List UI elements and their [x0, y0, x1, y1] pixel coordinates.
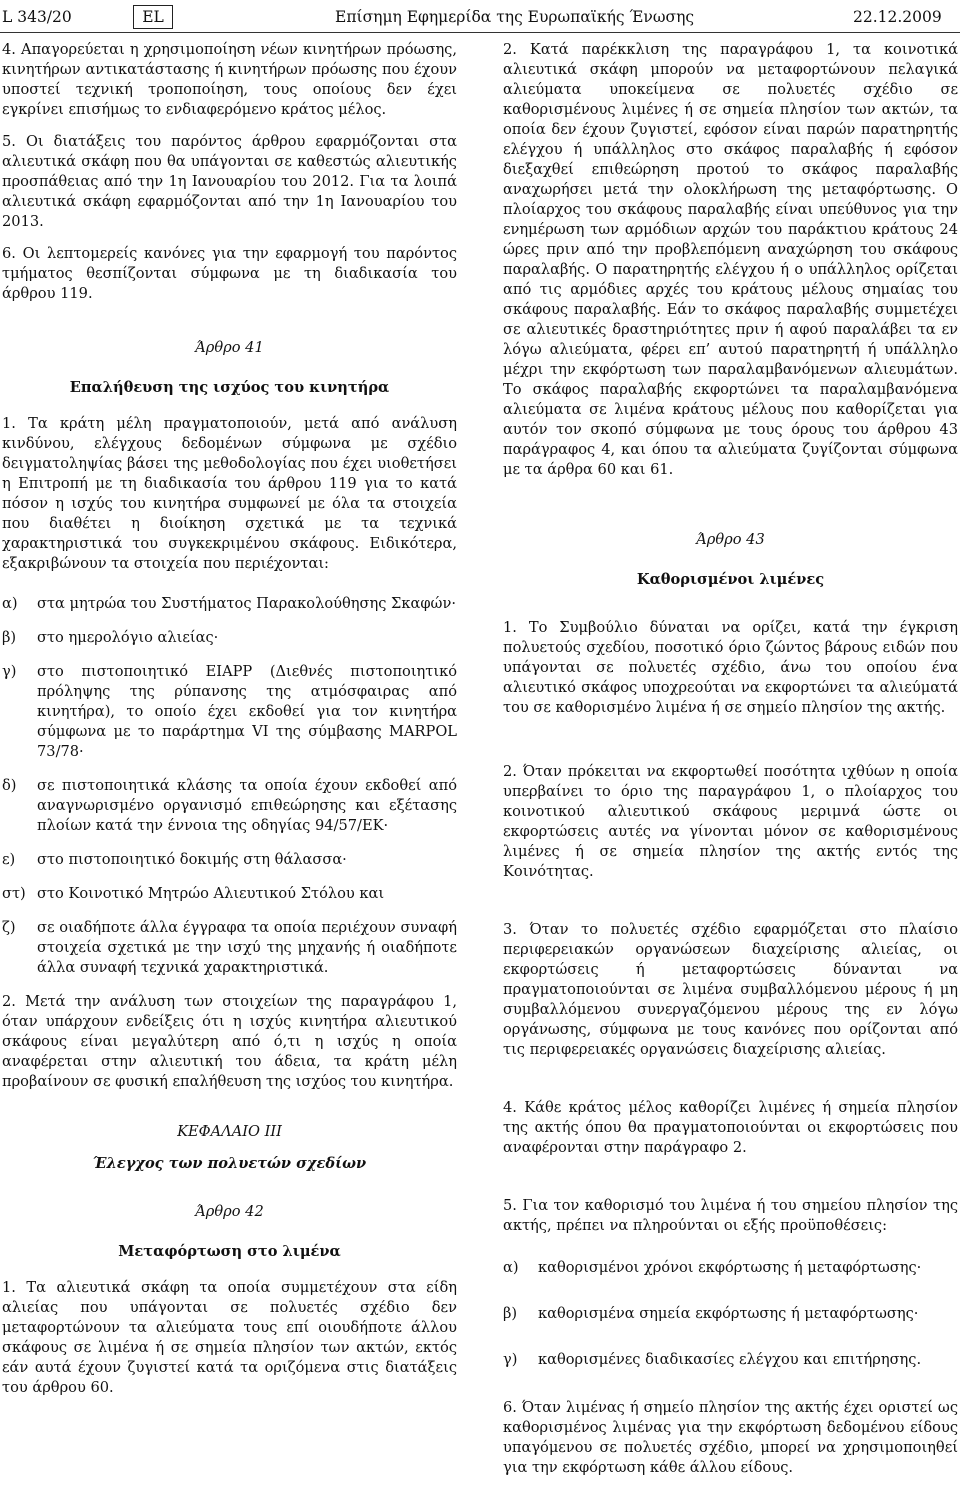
article-42-paragraph-1: 1. Τα αλιευτικά σκάφη τα οποία συμμετέχουν στα είδη αλιείας που υπάγονται σε πολυετές σχέδιο δεν μεταφορτώνουν τα αλιεύματα τους επί οιουδήποτε άλλου σκάφους σε λιμένα ή σε σημεία πλησίον των ακτών, εκτός εάν αυτά έχουν ζυγιστεί κατά τα οριζόμενα στις διατάξεις του άρθρου 60.	[2, 1279, 457, 1396]
chapter-number: ΚΕΦΑΛΑΙΟ III	[177, 1123, 282, 1140]
list-item-text: στο πιστοποιητικό δοκιμής στη θάλασσα·	[37, 851, 347, 868]
article-41-paragraph-2: 2. Μετά την ανάλυση των στοιχείων της παραγράφου 1, όταν υπάρχουν ενδείξεις ότι η ισχύς κινητήρα αλιευτικού σκάφους είναι μεγαλύτερη από ό,τι η ισχύς η οποία αναφέρεται στην αλιευτική του άδεια, τα κράτη μέλη προβαίνουν σε φυσική επαλήθευση της ισχύος του κινητήρα.	[2, 993, 457, 1090]
article-43-title: Καθορισμένοι λιμένες	[636, 571, 825, 588]
list-item	[2, 662, 457, 762]
list-item-label: β)	[2, 629, 17, 646]
publication-date: 22.12.2009	[853, 8, 942, 26]
page-number: L 343/20	[2, 8, 72, 26]
article-42-title: Μεταφόρτωση στο λιμένα	[118, 1243, 341, 1260]
list-item	[2, 628, 457, 648]
paragraph-6: 6. Οι λεπτομερείς κανόνες για την εφαρμογή του παρόντος τμήματος θεσπίζονται σύμφωνα με τη διαδικασία του άρθρου 119.	[2, 245, 457, 302]
paragraph-5: 5. Οι διατάξεις του παρόντος άρθρου εφαρμόζονται στα αλιευτικά σκάφη που θα υπάγονται σε καθεστώς αλιευτικής προσπάθειας από την 1η Ιανουαρίου του 2012. Για τα λοιπά αλιευτικά σκάφη εφαρμόζονται από την 1η Ιανουαρίου του 2013.	[2, 133, 457, 230]
list-item-text: στο Κοινοτικό Μητρώο Αλιευτικού Στόλου και	[37, 885, 385, 902]
article-43-paragraph-3: 3. Όταν το πολυετές σχέδιο εφαρμόζεται στο πλαίσιο περιφερειακών οργανώσεων διαχείρισης αλιείας, οι εκφορτώσεις ή μεταφορτώσεις δύνανται να πραγματοποιούνται σε λιμένα συμβαλλόμενου μέρους ή μη συμβαλλόμενου συνεργαζόμενου μέρους της εν λόγω οργάνωσης, σύμφωνα με τους κανόνες που ορίζονται από τις περιφερειακές οργανώσεις διαχείρισης αλιείας.	[503, 921, 958, 1058]
list-item-label: ε)	[2, 851, 16, 868]
page-header	[0, 4, 960, 34]
article-42-number: Άρθρο 42	[195, 1203, 264, 1220]
list-item-label: δ)	[2, 777, 17, 794]
article-41-title: Επαλήθευση της ισχύος του κινητήρα	[69, 379, 390, 396]
chapter-title: Έλεγχος των πολυετών σχεδίων	[92, 1155, 367, 1172]
article-43-number: Άρθρο 43	[696, 531, 765, 548]
list-item	[503, 1350, 958, 1370]
list-item-label: α)	[503, 1259, 519, 1276]
list-item-text: στα μητρώα του Συστήματος Παρακολούθησης Σκαφών·	[37, 595, 456, 612]
list-item	[503, 1304, 958, 1324]
paragraph-4: 4. Απαγορεύεται η χρησιμοποίηση νέων κινητήρων πρόωσης, κινητήρων αντικατάστασης ή κινητήρων πρόωσης που έχουν υποστεί τεχνική τροποποίηση, τους οποίους δεν έχει εγκρίνει επισήμως το ενδιαφερόμενο κράτος μέλος.	[2, 41, 457, 118]
article-43-paragraph-4: 4. Κάθε κράτος μέλος καθορίζει λιμένες ή σημεία πλησίον της ακτής όπου θα πραγματοποιούνται οι εκφορτώσεις που αναφέρονται στην παράγραφο 2.	[503, 1099, 958, 1156]
list-item	[2, 594, 457, 614]
article-43-paragraph-1: 1. Το Συμβούλιο δύναται να ορίζει, κατά την έγκριση πολυετούς σχεδίου, ποσοτικό όριο ζώντος βάρους ειδών που υπάγονται σε πολυετές σχέδιο, άνω του οποίου ένα αλιευτικό σκάφος υποχρεούται να εκφορτώνει τα αλιεύματά του σε καθορισμένο λιμένα ή σε σημείο πλησίον της ακτής.	[503, 619, 958, 716]
journal-title: Επίσημη Εφημερίδα της Ευρωπαϊκής Ένωσης	[335, 8, 695, 26]
list-item-label: γ)	[503, 1351, 518, 1368]
list-item-text: καθορισμένοι χρόνοι εκφόρτωσης ή μεταφόρτωσης·	[538, 1259, 922, 1276]
list-item	[2, 850, 457, 870]
header-rule	[0, 32, 960, 33]
list-item-text: σε πιστοποιητικά κλάσης τα οποία έχουν εκδοθεί από αναγνωρισμένο οργανισμό επιθεώρησης και εξέτασης πλοίων κατά την έννοια της οδηγίας 94/57/ΕΚ·	[37, 777, 457, 834]
list-item-label: ζ)	[2, 919, 16, 936]
article-43-paragraph-2: 2. Όταν πρόκειται να εκφορτωθεί ποσότητα ιχθύων η οποία υπερβαίνει το όριο της παραγράφου 1, ο πλοίαρχος του κοινοτικού αλιευτικού σκάφους μεριμνά ώστε οι εκφορτώσεις αυτές να γίνονται μόνον σε καθορισμένους λιμένες ή σε σημεία πλησίον της ακτής εντός της Κοινότητας.	[503, 763, 958, 880]
article-42-paragraph-2: 2. Κατά παρέκκλιση της παραγράφου 1, τα κοινοτικά αλιευτικά σκάφη μπορούν να μεταφορτώνουν πελαγικά αλιεύματα υποκείμενα σε πολυετές σχέδιο σε καθορισμένους λιμένες ή σε σημεία πλησίον των ακτών, τα οποία δεν έχουν ζυγιστεί, εφόσον είναι παρών παρατηρητής ελέγχου ή υπάλληλος στο σκάφος παραλαβής ή εφόσον διεξαχθεί επιθεώρηση προτού το σκάφος παραλαβής αναχωρήσει μετά την ολοκλήρωση της μεταφόρτωσης. Ο πλοίαρχος του σκάφους παραλαβής είναι υπεύθυνος για την ενημέρωση των αρμόδιων αρχών του παράκτιου κράτους 24 ώρες πριν από την προβλεπόμενη αναχώρηση του σκάφους παραλαβής. Ο παρατηρητής ελέγχου ή ο υπάλληλος ορίζεται από τις αρμόδιες αρχές του κράτους μέλους σημαίας του σκάφους παραλαβής. Εάν το σκάφος παραλαβής συμμετέχει σε αλιευτικές δραστηριότητες πριν ή αφού παραλάβει τα εν λόγω αλιεύματα, φέρει επ’ αυτού παρατηρητή ή υπάλληλο μέχρι την εκφόρτωση των παραλαμβανόμενων αλιευμάτων. Το σκάφος παραλαβής εκφορτώνει τα παραλαμβανόμενα αλιεύματα σε λιμένα κράτους μέλους που καθορίζεται για αυτόν τον σκοπό σύμφωνα με τους όρους του άρθρου 43 παράγραφος 4, και όπου τα αλιεύματα ζυγίζονται σύμφωνα με τα άρθρα 60 και 61.	[503, 41, 958, 478]
list-item-text: στο πιστοποιητικό EIAPP (Διεθνές πιστοποιητικό πρόληψης της ρύπανσης της ατμόσφαιρας από κινητήρα), το οποίο έχει εκδοθεί για τον κινητήρα σύμφωνα με το παράρτημα VI της σύμβασης MARPOL 73/78·	[37, 663, 457, 760]
list-item-label: στ)	[2, 885, 26, 902]
list-item-label: β)	[503, 1305, 518, 1322]
list-item	[2, 918, 457, 978]
left-column	[2, 40, 457, 1410]
article-41-number: Άρθρο 41	[195, 339, 264, 356]
article-41-paragraph-1: 1. Τα κράτη μέλη πραγματοποιούν, μετά από ανάλυση κινδύνου, ελέγχους δεδομένων σύμφωνα με σχέδιο δειγματοληψίας βάσει της μεθοδολογίας που έχει υιοθετήσει η Επιτροπή με τη διαδικασία του άρθρου 119 για το κατά πόσον η ισχύς του κινητήρα συμφωνεί με όλα τα στοιχεία που διαθέτει η διοίκηση σχετικά με τα τεχνικά χαρακτηριστικά του συγκεκριμένου σκάφους. Ειδικότερα, εξακριβώνουν τα στοιχεία που περιέχονται:	[2, 415, 457, 572]
list-item	[503, 1258, 958, 1278]
list-item	[2, 776, 457, 836]
language-badge: EL	[133, 5, 173, 29]
list-item-text: καθορισμένα σημεία εκφόρτωσης ή μεταφόρτωσης·	[538, 1305, 919, 1322]
right-column	[503, 40, 958, 1490]
article-43-paragraph-6: 6. Όταν λιμένας ή σημείο πλησίον της ακτής έχει οριστεί ως καθορισμένος λιμένας για την εκφόρτωση δεδομένου είδους υπαγόμενου σε πολυετές σχέδιο, μπορεί να χρησιμοποιηθεί για την εκφόρτωση κάθε άλλου είδους.	[503, 1399, 958, 1476]
list-item-label: α)	[2, 595, 18, 612]
article-43-paragraph-5: 5. Για τον καθορισμό του λιμένα ή του σημείου πλησίον της ακτής, πρέπει να πληρούνται οι εξής προϋποθέσεις:	[503, 1197, 958, 1234]
list-item-text: καθορισμένες διαδικασίες ελέγχου και επιτήρησης.	[538, 1351, 922, 1368]
list-item	[2, 884, 457, 904]
list-item-text: στο ημερολόγιο αλιείας·	[37, 629, 219, 646]
list-item-label: γ)	[2, 663, 17, 680]
list-item-text: σε οιαδήποτε άλλα έγγραφα τα οποία περιέχουν συναφή στοιχεία σχετικά με την ισχύ της μηχανής ή οιαδήποτε άλλα συναφή τεχνικά χαρακτηριστικά.	[37, 919, 457, 976]
